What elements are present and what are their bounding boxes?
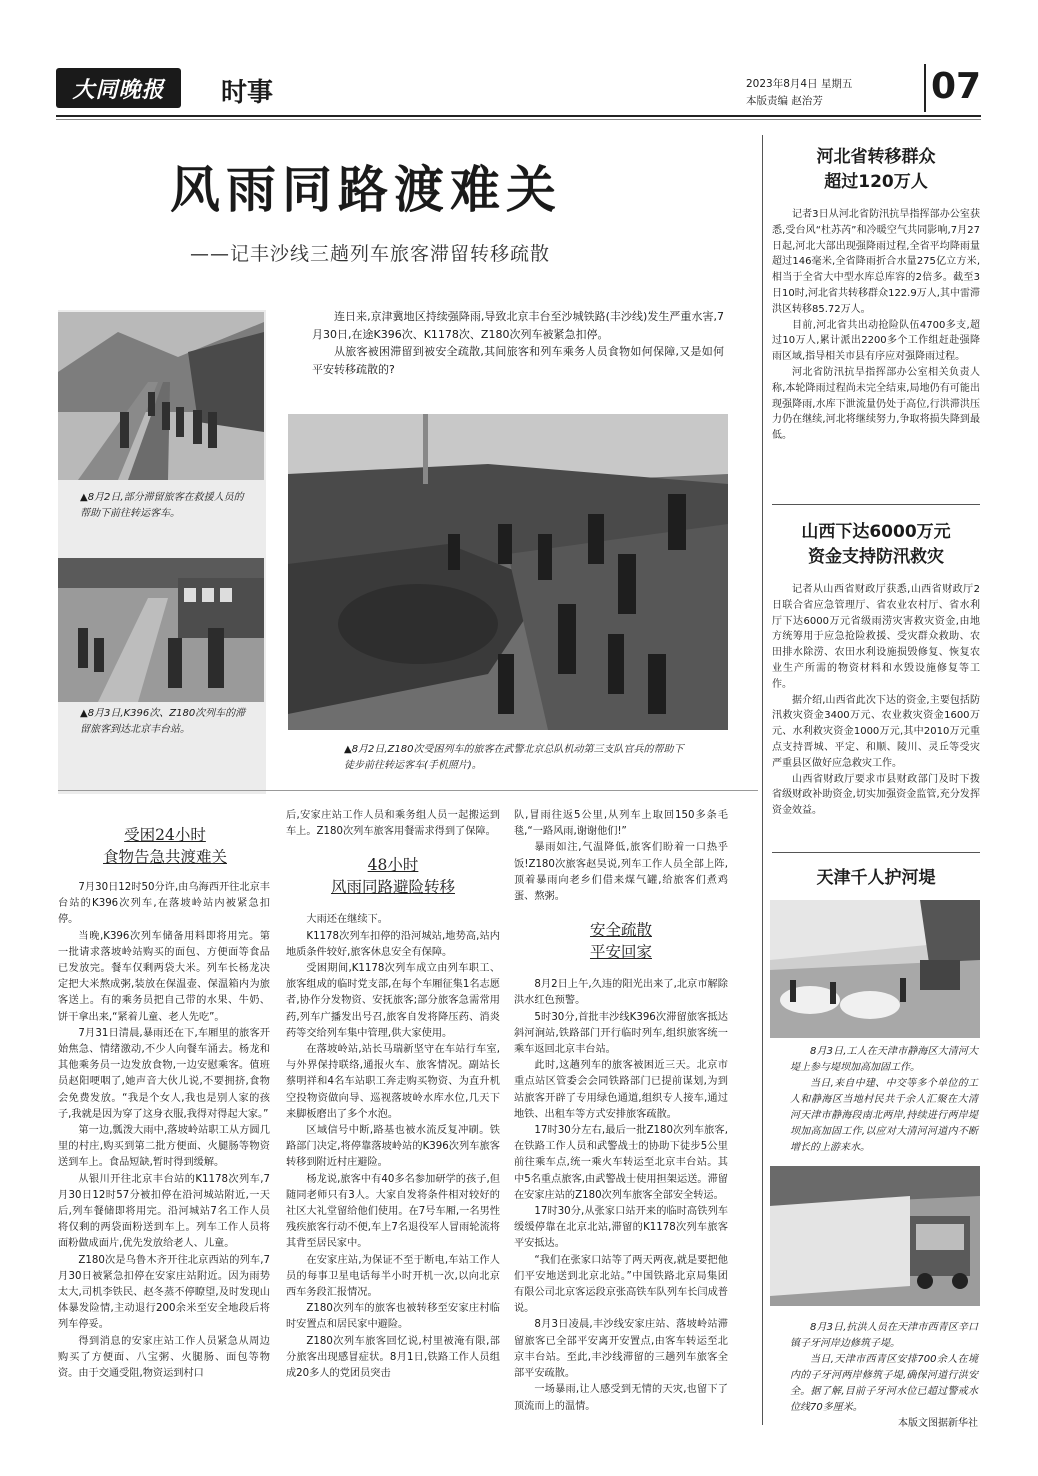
page-number: 07 [931,66,982,107]
section1-title [70,824,260,868]
section1-title-line2: 食物告急共渡难关 [102,848,227,866]
section3-title-line1: 安全疏散 [589,921,652,940]
column-paragraph: 5时30分,首批丰沙线K396次滞留旅客抵达斜河涧站,铁路部门开行临时列车,组织旅客统一乘车返回北京丰台站。 [514,1011,728,1056]
lead-paragraph: 从旅客被困滞留到被安全疏散,其间旅客和列车乘务人员食物如何保障,又是如何平安转移疏散的? [312,345,724,376]
column-paragraph: 得到消息的安家庄站工作人员紧急从周边购买了方便面、八宝粥、火腿肠、面包等物资。由于交通受阻,物资运到村口 [58,1335,270,1380]
tianjin-caption-2 [790,1320,978,1432]
column-paragraph: 从银川开往北京丰台站的K1178次列车,7月30日12时57分被扣停在沿河城站附近,一天后,列车餐储即将用完。沿河城站7名工作人员将仅剩的两袋面粉送到车上。列车工作人员将面粉做成面片,优先发放给老人、儿童。 [58,1173,270,1250]
left-photo1-caption: ▲8月2日,部分滞留旅客在救援人员的帮助下前往转运客车。 [80,492,244,519]
column-paragraph: 在落坡岭站,站长马瑞新坚守在车站行车室,与外界保持联络,通报火车、旅客情况。副站长蔡明祥和4名车站职工奔走购买物资、为直升机空投物资做向导、巡视落坡岭水库水位,几天下来脚板磨出了多个水泡。 [286,1044,500,1120]
column-3 [514,808,728,1415]
hebei-title-line2: 超过120万人 [824,172,928,192]
column-paragraph: Z180次列车的旅客也被转移至安家庄村临时安置点和居民家中避险。 [286,1303,500,1331]
xiqing-dike-photo [770,1166,980,1306]
caption-paragraph: 8月3日,抗洪人员在天津市西青区辛口镇子牙河岸边修筑子堤。 [790,1322,978,1349]
masthead-divider [924,64,926,112]
main-subheadline: ——记丰沙线三趟列车旅客滞留转移疏散 [190,243,551,265]
hebei-title-line1: 河北省转移群众 [816,147,936,167]
left-photo2-caption: ▲8月3日,K396次、Z180次列车的滞留旅客到达北京丰台站。 [80,708,246,735]
sidebar-box-shanxi [772,520,980,819]
column-paragraph: 17时30分,从张家口站开来的临时高铁列车缓缓停靠在北京北站,滞留的K1178次列车旅客平安抵达。 [514,1206,728,1250]
sidebar-paragraph: 河北省防汛抗旱指挥部办公室相关负责人称,本轮降雨过程尚未完全结束,局地仍有可能出现强降雨,水库下泄流量仍处于高位,行洪滞洪压力仍在继续,河北将继续努力,争取将损失降到最低。 [772,366,980,442]
masthead-rule-thin [56,119,981,120]
sidebar-paragraph: 目前,河北省共出动抢险队伍4700多支,超过10万人,累计派出2200多个工作组赶赴强降雨区域,指导相关市县有序应对强降雨过程。 [772,319,980,363]
column-paragraph: 当晚,K396次列车储备用料即将用完。第一批请求落坡岭站购买的面包、方便面等食品已发放完。餐车仅剩两袋大米。列车长杨龙决定把大米熬成粥,装放在保温壶、保温箱内为旅客送上。有的乘务员把自己带的水果、牛奶、饼干拿出来,“紧着儿童、老人先吃”。 [58,930,270,1023]
station-platform-illustration [58,558,264,702]
column-paragraph: 7月30日12时50分许,由乌海西开往北京丰台站的K396次列车,在落坡岭站内被紧急扣停。 [58,882,270,926]
sidebar-rule [772,504,980,505]
shanxi-title-line1: 山西下达6000万元 [801,522,951,542]
section2-title-line1: 48小时 [367,856,419,875]
column-paragraph: 大雨还在继续下。 [306,914,388,926]
column-paragraph: 7月31日清晨,暴雨还在下,车厢里的旅客开始焦急、情绪激动,不少人向餐车涌去。杨龙和其他乘务员一边发放食物,一边安慰乘客。值班员赵阳哽咽了,她声音大伙儿说,不要拥挤,食物会免费发放。“我是个女人,我也是别人家的孩子,我就是因为穿了这身衣服,我得对得起大家。” [58,1027,270,1120]
station-platform-photo [58,558,264,702]
section-title: 时事 [221,78,274,108]
column-paragraph: Z180次是乌鲁木齐开往北京西站的列车,7月30日被紧急扣停在安家庄站附近。因为雨势太大,司机李铁民、赵冬蒸不停瞭望,及时发现山体暴发险情,主动退行200余米至安全地段后将列车停妥。 [58,1254,270,1331]
hebei-text [772,207,980,444]
column-paragraph: 区域信号中断,路基也被水流反复冲刷。铁路部门决定,将停靠落坡岭站的K396次列车旅客转移到附近村庄避险。 [286,1125,500,1169]
main-evacuation-illustration [288,414,728,730]
tianjin-embankment-illustration [770,900,980,1038]
section3-title [514,919,728,963]
column-paragraph: 暴雨如注,气温降低,旅客们盼着一口热乎饭!Z180次旅客赵昊说,列车工作人员全部上阵,顶着暴雨向老乡们借来煤气罐,给旅客们煮鸡蛋、熬粥。 [514,842,728,903]
column-paragraph: 8月2日上午,久违的阳光出来了,北京市解除洪水红色预警。 [514,979,728,1007]
caption-paragraph: 8月3日,工人在天津市静海区大清河大堤上参与堤坝加高加固工作。 [790,1046,978,1073]
sidebar-box-hebei [772,145,980,444]
sidebar-divider [762,135,763,1425]
tianjin-title: 天津千人护河堤 [816,868,936,888]
body-top-rule [58,790,758,791]
photo-credit: 本版文图据新华社 [898,1418,978,1429]
lead-paragraphs [312,308,724,378]
section2-title-line2: 风雨同路避险转移 [330,878,455,897]
masthead-rule [56,115,981,117]
sidebar-paragraph: 山西省财政厅要求市县财政部门及时下拨省级财政补助资金,切实加强资金监管,充分发挥资金效益。 [772,773,980,817]
railway-evacuation-photo [58,312,264,480]
shanxi-title [772,520,980,570]
column-paragraph: 17时30分左右,最后一批Z180次列车旅客,在铁路工作人员和武警战士的协助下徒步5公里前往乘车点,统一乘火车转运至北京丰台站。其中5名重点旅客,由武警战士使用担架运送。滞留在安家庄站的Z180次列车旅客全部安全转运。 [514,1125,728,1201]
main-evacuation-photo [288,414,728,730]
tianjin-embankment-photo [770,900,980,1038]
newspaper-logo [56,68,181,108]
section3-title-line2: 平安回家 [589,943,652,962]
issue-date: 2023年8月4日 星期五 [746,78,853,90]
column-paragraph: 8月3日凌晨,丰沙线安家庄站、落坡岭站滞留旅客已全部平安离开安置点,由客车转运至北京丰台站。至此,丰沙线滞留的三趟列车旅客全部平安疏散。 [514,1319,728,1380]
sidebar-paragraph: 据介绍,山西省此次下达的资金,主要包括防汛救灾资金3400万元、农业救灾资金1600万元、水利救灾资金1000万元,其中2010万元重点支持晋城、平定、和顺、陵川、灵丘等受灾严重县区做好应急救灾工作。 [772,694,980,769]
tianjin-caption-1 [790,1044,978,1156]
page-editor: 本版责编 赵治芳 [746,95,823,107]
section1-title-line1: 受困24小时 [124,826,206,844]
column-paragraph: 杨龙说,旅客中有40多名参加研学的孩子,但随同老师只有3人。大家自发将条件相对较好的社区大礼堂留给他们使用。在7号车厢,一名男性残疾旅客行动不便,车上7名退役军人冒雨轮流将其背至居民家中。 [286,1173,500,1250]
sidebar-rule [772,852,980,853]
column-paragraph: 受困期间,K1178次列车成立由列车职工、旅客组成的临时党支部,在每个车厢征集1名志愿者,协作分发物资、安抚旅客;部分旅客急需常用药,列车广播发出号召,旅客自发将降压药、消炎药等交给列车集中管理,供大家使用。 [286,963,500,1039]
sidebar-paragraph: 记者3日从河北省防汛抗旱指挥部办公室获悉,受台风“杜苏芮”和冷暖空气共同影响,7月27日起,河北大部出现强降雨过程,全省平均降雨量超过146毫米,全省降雨折合水量275亿立方米,相当于全省大中型水库总库容的2倍多。截至3日10时,河北省共转移群众122.9万人,其中雷滞洪区转移85.72万人。 [772,209,980,315]
railway-evacuation-illustration [58,312,264,480]
column-paragraph: 在安家庄站,为保证不至于断电,车站工作人员的每事卫星电话每半小时开机一次,以向北京西车务段汇报情况。 [286,1254,500,1299]
caption-paragraph: 当日,天津市西青区安排700余人在境内的子牙河两岸修筑子堤,确保河道行洪安全。据了解,目前子牙河水位已超过警戒水位线70多厘米。 [790,1354,978,1413]
hebei-title [772,145,980,195]
masthead [56,62,981,114]
lead-paragraph: 连日来,京津冀地区持续强降雨,导致北京丰台至沙城铁路(丰沙线)发生严重水害,7月30日,在途K396次、K1178次、Z180次列车被紧急扣停。 [312,310,724,341]
caption-paragraph: 当日,来自中建、中交等多个单位的工人和静海区当地村民共千余人汇聚在大清河天津市静海段南北两岸,持续进行两岸堤坝加高加固工作,以应对大清河河道内不断增长的上游来水。 [790,1078,978,1153]
section2-title [286,854,500,898]
main-photo-caption: ▲8月2日,Z180次受困列车的旅客在武警北京总队机动第三支队官兵的帮助下徒步前往转运客车(手机照片)。 [344,744,684,771]
shanxi-title-line2: 资金支持防汛救灾 [808,547,944,567]
column-paragraph: 一场暴雨,让人感受到无情的天灾,也留下了顶流而上的温情。 [514,1384,728,1412]
column-paragraph: 队,冒雨往返5公里,从列车上取回150多条毛毯,“一路风雨,谢谢他们!” [514,810,728,838]
column-2 [286,808,500,1382]
column-1 [58,880,270,1382]
column-paragraph: Z180次列车旅客回忆说,村里被淹有限,部分旅客出现感冒症状。8月1日,铁路工作人员组成20多人的党团员突击 [286,1335,500,1380]
column-paragraph: 第一边,瓢泼大雨中,落坡岭站职工从方圆几里的村庄,购买到第二批方便面、火腿肠等物资送到车上。食品短缺,暂时得到缓解。 [58,1125,270,1169]
column-paragraph: 后,安家庄站工作人员和乘务组人员一起搬运到车上。Z180次列车旅客用餐需求得到了保障。 [286,810,500,838]
column-paragraph: K1178次列车扣停的沿河城站,地势高,站内地质条件较好,旅客休息安全有保障。 [286,930,500,958]
sidebar-paragraph: 记者从山西省财政厅获悉,山西省财政厅2日联合省应急管理厅、省农业农村厅、省水利厅下达6000万元省级雨涝灾害救灾资金,由地方统筹用于应急抢险救援、受灾群众救助、农田排水除涝、农田水利设施损毁修复、恢复农业生产所需的物资材料和水毁设施修复等工作。 [772,584,980,690]
column-paragraph: 此时,这趟列车的旅客被困近三天。北京市重点站区管委会会同铁路部门已提前谋划,为到站旅客开辟了专用绿色通道,组织专人接车,通过地铁、出租车等方式安排旅客疏散。 [514,1060,728,1120]
logo-text: 大同晚报 [72,76,165,103]
main-headline: 风雨同路渡难关 [170,161,562,219]
column-paragraph: “我们在张家口站等了两天两夜,就是要把他们平安地送到北京北站。”中国铁路北京局集团有限公司北京客运段京张高铁车队列车长闫成普说。 [514,1254,728,1315]
xiqing-dike-illustration [770,1166,980,1306]
shanxi-text [772,582,980,819]
